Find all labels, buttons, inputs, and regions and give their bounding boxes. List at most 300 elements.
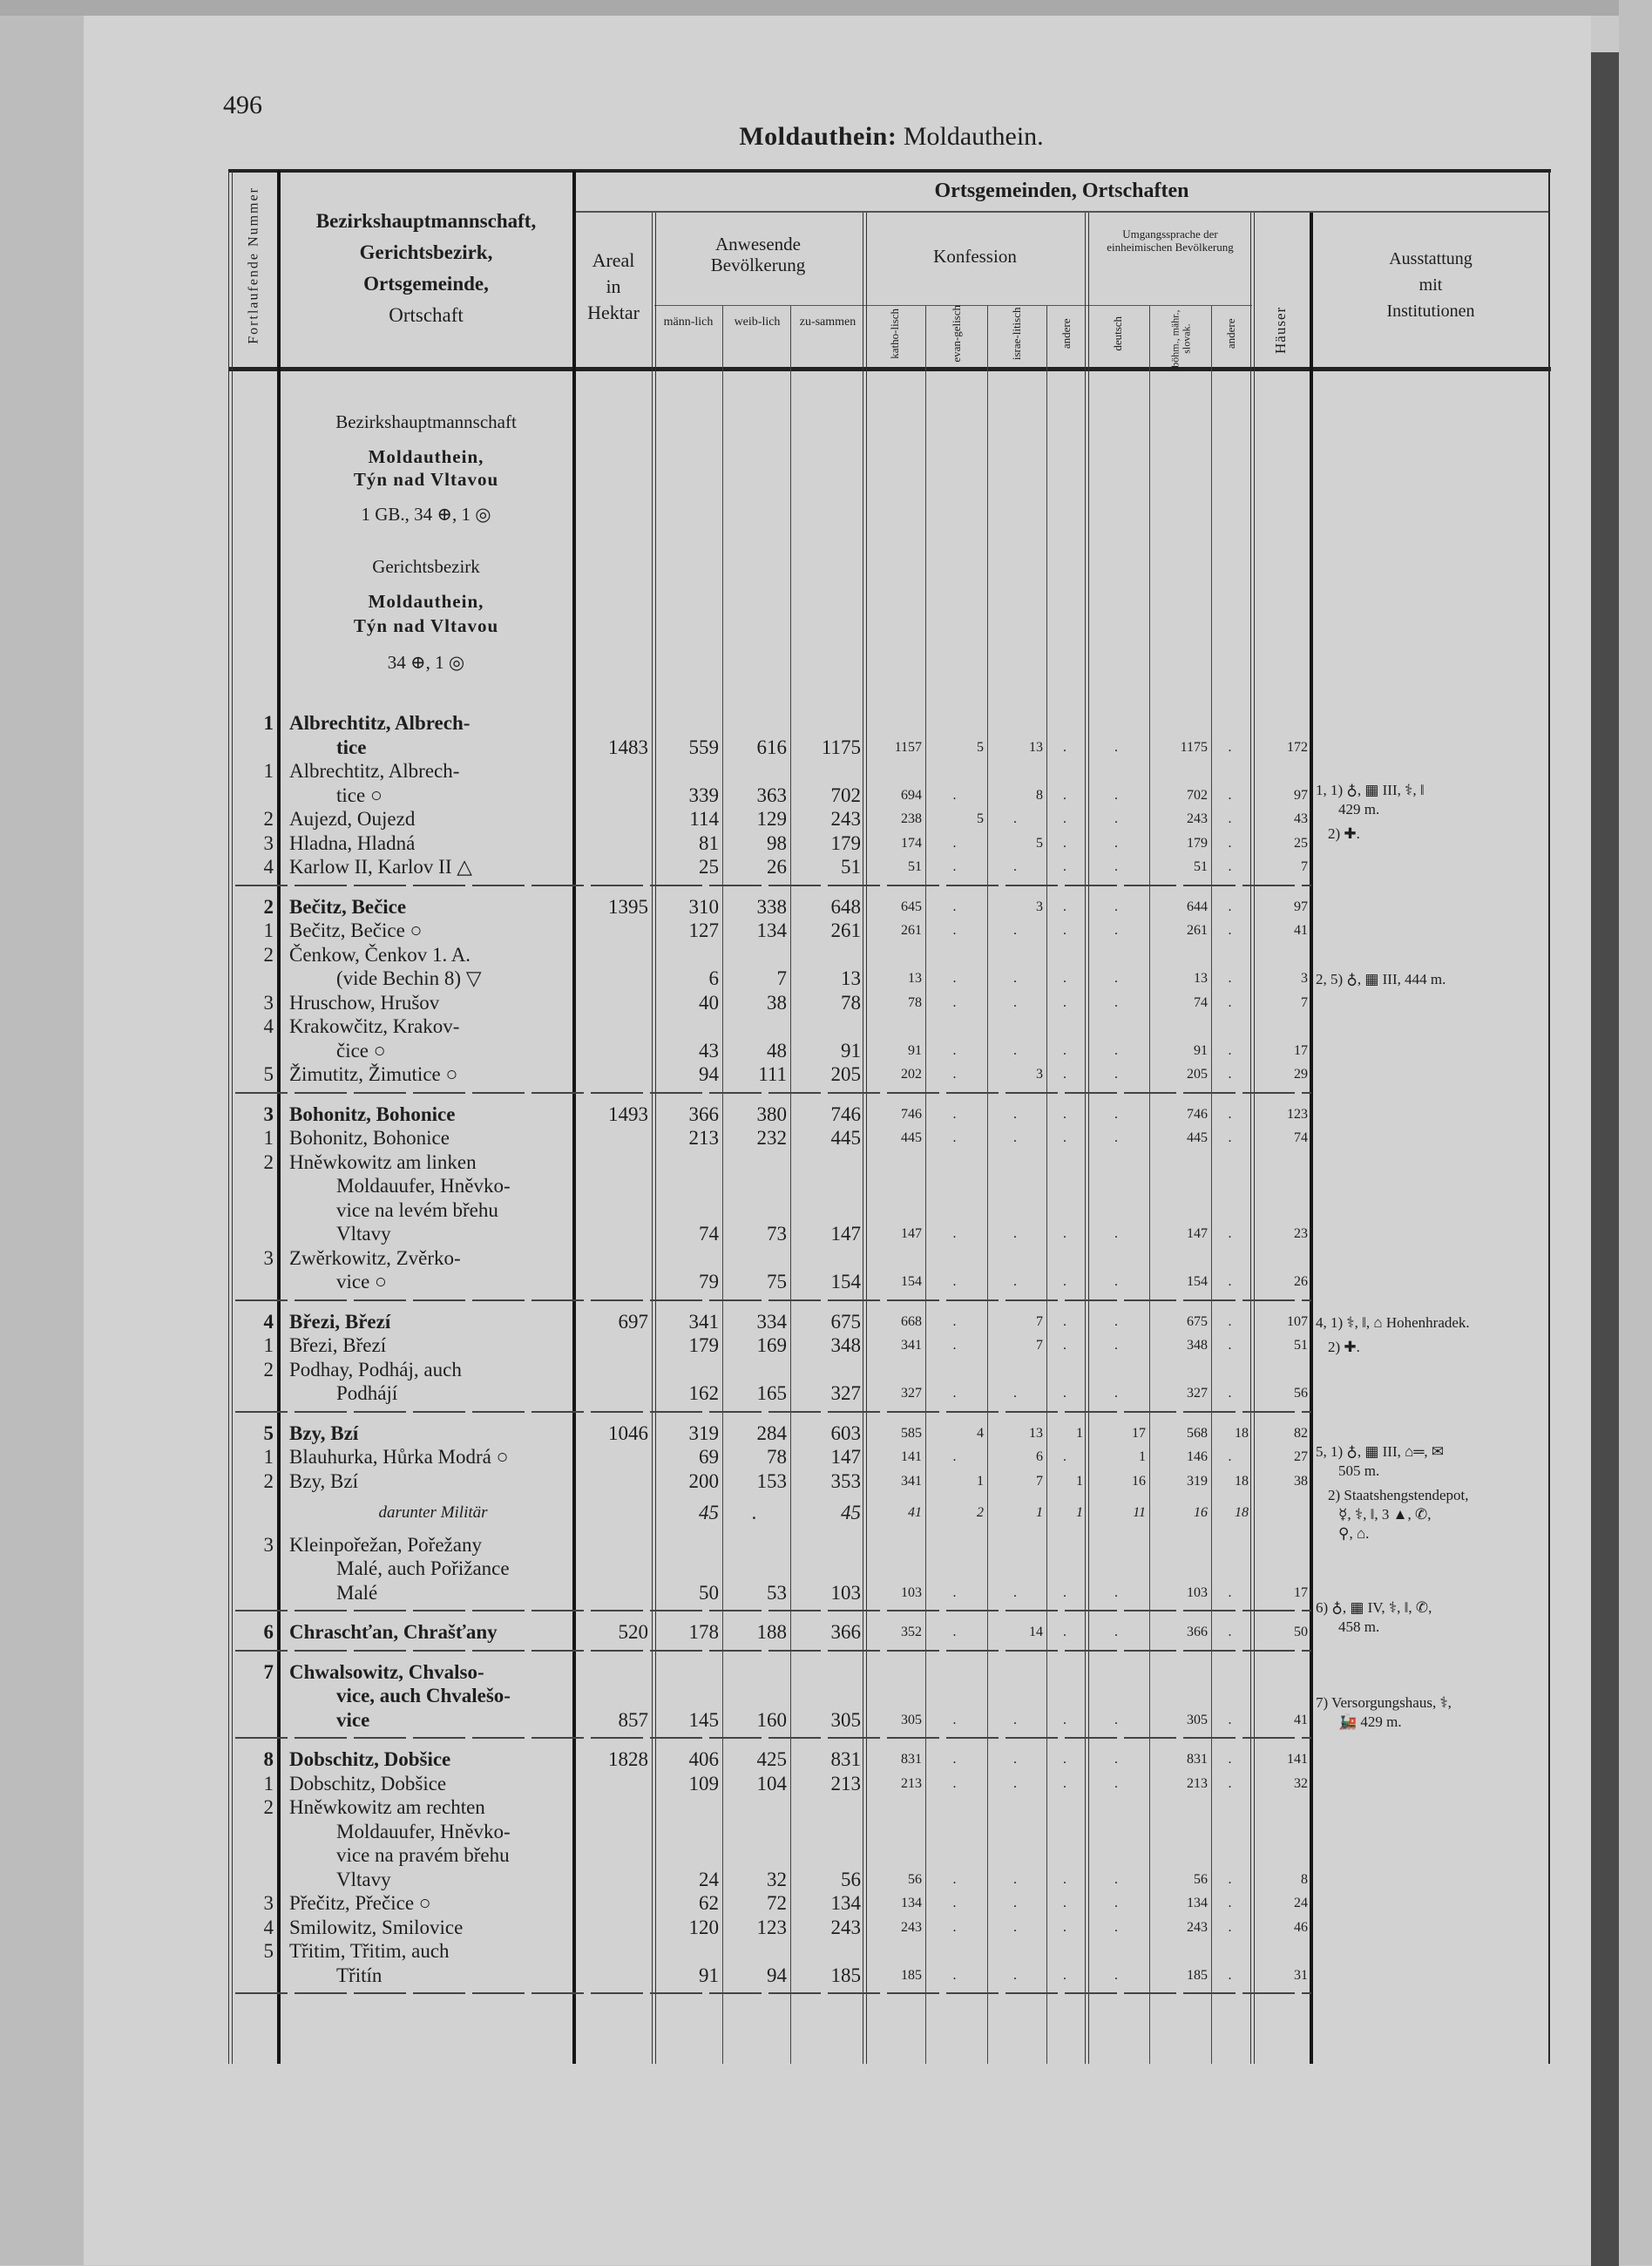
cell-female: 32 (767, 1868, 787, 1890)
cell-israelite: . (1013, 1967, 1017, 1983)
row-number: 2 (263, 1150, 274, 1173)
place-name (289, 1150, 577, 1246)
group-separator (235, 1092, 1311, 1094)
cell-german: . (1114, 1130, 1118, 1145)
cell-male: 91 (699, 1964, 719, 1986)
cell-other-confession: 1 (1076, 1425, 1083, 1441)
table-top-rule (228, 169, 1551, 173)
place-name (289, 831, 577, 856)
cell-israelite: 7 (1036, 1313, 1043, 1329)
cell-israelite: . (1013, 1386, 1017, 1401)
cell-other-confession: . (1063, 1775, 1066, 1791)
cell-czech: 831 (1187, 1752, 1208, 1767)
cell-czech: 568 (1187, 1425, 1208, 1441)
municipality-group (235, 1096, 1548, 1303)
institutions-line: 458 m. (1338, 1618, 1380, 1636)
cell-catholic: 238 (901, 811, 922, 826)
cell-male: 25 (699, 856, 719, 878)
municipality-group (235, 1740, 1548, 1996)
cell-other-language: . (1228, 994, 1232, 1010)
cell-total: 213 (830, 1772, 861, 1794)
row-number: 2 (263, 1358, 274, 1381)
cell-houses: 97 (1294, 787, 1308, 803)
cell-evangelical: . (952, 1896, 957, 1910)
place-name-line: Aujezd, Oujezd (289, 808, 416, 830)
cell-german: 17 (1132, 1425, 1146, 1441)
cell-houses: 24 (1294, 1896, 1308, 1910)
cell-total: 348 (830, 1334, 861, 1356)
cell-other-language: . (1228, 787, 1232, 803)
table-row (235, 1533, 1548, 1605)
place-name (289, 943, 577, 991)
cell-evangelical: 2 (977, 1505, 984, 1520)
cell-total: 675 (830, 1310, 861, 1333)
place-name-line: Dobschitz, Dobšice (289, 1772, 447, 1794)
header-confession: Konfession (933, 246, 1017, 267)
place-name-line: (vide Bechin 8) ▽ (336, 967, 482, 989)
cell-evangelical: 1 (977, 1473, 984, 1489)
place-name-line: Přečitz, Přečice ○ (289, 1892, 431, 1914)
place-name-line: Zwěrkowitz, Zvěrko- (289, 1246, 461, 1269)
cell-houses: 25 (1294, 835, 1308, 851)
cell-male: 69 (699, 1446, 719, 1468)
cell-total: 147 (830, 1446, 861, 1468)
place-name (289, 759, 577, 807)
cell-houses: 107 (1287, 1313, 1308, 1329)
cell-german: . (1114, 1625, 1118, 1639)
cell-total: 13 (841, 967, 861, 989)
district-name-czech: Týn nad Vltavou (353, 469, 499, 490)
place-name-line: Hladna, Hladná (289, 831, 416, 854)
cell-houses: 3 (1301, 971, 1308, 986)
cell-total: 91 (841, 1039, 861, 1062)
header-span-title: Ortsgemeinden, Ortschaften (934, 180, 1189, 202)
cell-german: . (1114, 1752, 1118, 1767)
cell-german: 1 (1139, 1449, 1146, 1464)
cell-houses: 17 (1294, 1584, 1308, 1600)
table-row (235, 711, 1548, 759)
institutions-line: 429 m. (1338, 800, 1380, 818)
place-name (289, 1333, 577, 1358)
cell-other-confession: . (1063, 1752, 1066, 1767)
page-title-bold: Moldauthein: (739, 122, 897, 151)
group-separator (235, 885, 1311, 886)
institutions-line: 5, 1) ♁, ▦ III, ⌂═, ✉ (1316, 1443, 1445, 1461)
cell-israelite: . (1013, 971, 1017, 986)
page-number: 496 (223, 91, 262, 119)
cell-catholic: 103 (901, 1584, 922, 1600)
place-name-line: Březi, Březí (289, 1334, 387, 1356)
place-name-line: Albrechtitz, Albrech- (289, 712, 471, 734)
cell-evangelical: . (952, 1967, 957, 1983)
court-district-summary: 34 ⊕, 1 ◎ (387, 652, 465, 673)
cell-houses: 172 (1287, 739, 1308, 755)
cell-total: 746 (830, 1102, 861, 1125)
cell-other-language: . (1228, 1919, 1232, 1935)
cell-german: . (1114, 1896, 1118, 1910)
cell-female: 129 (756, 808, 787, 830)
cell-female: 169 (756, 1334, 787, 1356)
place-name (289, 1445, 577, 1469)
row-number: 1 (263, 712, 274, 734)
cell-catholic: 91 (908, 1042, 922, 1058)
cell-evangelical: . (952, 899, 957, 914)
cell-evangelical: 5 (977, 811, 984, 826)
table-row (235, 1062, 1548, 1087)
cell-german: . (1114, 859, 1118, 874)
cell-female: 284 (756, 1421, 787, 1444)
cell-female: 134 (756, 919, 787, 941)
table-row (235, 1939, 1548, 1987)
cell-israelite: 3 (1036, 1067, 1043, 1082)
cell-israelite: . (1013, 1042, 1017, 1058)
place-name-line: Malé, auch Pořižance (336, 1557, 510, 1579)
cell-catholic: 585 (901, 1425, 922, 1441)
place-name-line: čice ○ (336, 1039, 386, 1062)
header-population: Anwesende Bevölkerung (710, 234, 806, 276)
cell-houses: 46 (1294, 1919, 1308, 1935)
place-name (289, 1939, 577, 1987)
municipality-group (235, 1415, 1548, 1614)
cell-other-confession: . (1063, 835, 1066, 851)
cell-male: 559 (688, 736, 719, 758)
cell-areal: 1828 (608, 1748, 648, 1770)
cell-catholic: 746 (901, 1106, 922, 1122)
cell-total: 205 (830, 1063, 861, 1085)
cell-evangelical: . (952, 1130, 957, 1145)
cell-areal: 697 (618, 1310, 648, 1333)
cell-total: 831 (830, 1748, 861, 1770)
cell-catholic: 1157 (894, 739, 922, 755)
cell-male: 120 (688, 1916, 719, 1938)
row-number: 2 (263, 895, 274, 918)
row-number: 4 (263, 1310, 274, 1333)
place-name-line: Vltavy (336, 1223, 391, 1245)
cell-other-confession: . (1063, 1274, 1066, 1289)
cell-female: 26 (767, 856, 787, 878)
row-number: 1 (263, 1127, 274, 1149)
municipality-group (235, 888, 1548, 1096)
row-number: 2 (263, 808, 274, 830)
place-name (289, 1620, 577, 1645)
cell-total: 78 (841, 991, 861, 1014)
cell-areal: 1493 (608, 1102, 648, 1125)
place-name-line: vice, auch Chvalešo- (336, 1685, 511, 1706)
cell-female: 160 (756, 1708, 787, 1731)
cell-houses: 43 (1294, 811, 1308, 826)
place-name-line: Bzy, Bzí (289, 1421, 359, 1444)
cell-other-confession: . (1063, 1625, 1066, 1639)
institutions-line: ☿, ⚕, ‖, 3 ▲, ✆, (1338, 1506, 1432, 1523)
header-areal-line: Areal (592, 249, 635, 271)
cell-catholic: 341 (901, 1338, 922, 1353)
cell-other-confession: . (1063, 994, 1066, 1010)
cell-catholic: 41 (908, 1505, 922, 1520)
cell-other-confession: . (1063, 1712, 1066, 1727)
row-number: 5 (263, 1940, 274, 1962)
place-name-line: Hruschow, Hrušov (289, 991, 440, 1014)
cell-evangelical: . (952, 923, 957, 938)
district-summary: 1 GB., 34 ⊕, 1 ◎ (361, 504, 491, 525)
cell-czech: 146 (1187, 1449, 1208, 1464)
cell-evangelical: . (952, 1106, 957, 1122)
place-name (289, 1310, 577, 1334)
row-number: 1 (263, 760, 274, 782)
cell-catholic: 213 (901, 1775, 922, 1791)
cell-czech: 16 (1194, 1505, 1208, 1520)
cell-female: 73 (767, 1223, 787, 1245)
cell-other-confession: . (1063, 859, 1066, 874)
cell-german: . (1114, 1967, 1118, 1983)
header-evangelical: evan-gelisch (950, 304, 964, 363)
cell-german: . (1114, 1106, 1118, 1122)
cell-israelite: . (1013, 1775, 1017, 1791)
cell-houses: 29 (1294, 1067, 1308, 1082)
place-name (289, 1102, 577, 1127)
cell-other-language: . (1228, 1449, 1232, 1464)
cell-evangelical: . (952, 1226, 957, 1241)
place-name (289, 855, 577, 879)
cell-total: 134 (830, 1892, 861, 1914)
table-row (235, 807, 1548, 831)
cell-czech: 702 (1187, 787, 1208, 803)
cell-other-confession: . (1063, 1449, 1066, 1464)
cell-total: 603 (830, 1421, 861, 1444)
cell-german: . (1114, 994, 1118, 1010)
header-other-confession: andere (1060, 318, 1073, 349)
cell-other-confession: . (1063, 923, 1066, 938)
cell-total: 327 (830, 1382, 861, 1404)
cell-male: 6 (708, 967, 719, 989)
place-name-line: Podhay, Podháj, auch (289, 1358, 462, 1381)
header-inst-line: mit (1418, 275, 1443, 295)
cell-other-confession: . (1063, 1919, 1066, 1935)
institutions-line: ⚲, ⌂. (1338, 1525, 1370, 1543)
cell-other-confession: . (1063, 1386, 1066, 1401)
cell-male: 40 (699, 991, 719, 1014)
cell-areal: 857 (618, 1708, 648, 1731)
header-name-column (281, 206, 572, 331)
cell-total: 185 (830, 1964, 861, 1986)
municipality-group (235, 1653, 1548, 1741)
place-name-line: Dobschitz, Dobšice (289, 1748, 451, 1770)
cell-catholic: 202 (901, 1067, 922, 1082)
scan-margin-top (0, 0, 1652, 16)
table-row (235, 991, 1548, 1015)
cell-evangelical: . (952, 1584, 957, 1600)
cell-male: 50 (699, 1581, 719, 1604)
row-number: 4 (263, 1015, 274, 1037)
cell-male: 213 (688, 1127, 719, 1149)
header-catholic: katho-lisch (888, 308, 902, 359)
cell-czech: 1175 (1180, 739, 1208, 755)
cell-evangelical: . (952, 1067, 957, 1082)
cell-israelite: 1 (1036, 1505, 1043, 1520)
row-number: 1 (263, 1772, 274, 1794)
header-male: männ-lich (663, 315, 714, 329)
header-israelite: israe-litisch (1010, 307, 1024, 361)
cell-german: . (1114, 787, 1118, 803)
table-row (235, 1747, 1548, 1772)
table-row (235, 1014, 1548, 1062)
institutions-line: 6) ♁, ▦ IV, ⚕, ‖, ✆, (1316, 1599, 1432, 1617)
cell-other-language: . (1228, 811, 1232, 826)
cell-houses: 50 (1294, 1625, 1308, 1639)
row-number: 2 (263, 1796, 274, 1818)
cell-evangelical: . (952, 1625, 957, 1639)
cell-female: 98 (767, 831, 787, 854)
municipality-group (235, 1599, 1548, 1653)
cell-other-language: . (1228, 923, 1232, 938)
group-separator (235, 1650, 1311, 1652)
cell-total: 445 (830, 1127, 861, 1149)
cell-czech: 213 (1187, 1775, 1208, 1791)
header-language: Umgangssprache der einheimischen Bevölkerung (1107, 227, 1234, 254)
cell-german: . (1114, 1871, 1118, 1887)
cell-other-language: . (1228, 739, 1232, 755)
place-name-line: Blauhurka, Hůrka Modrá ○ (289, 1446, 509, 1468)
row-number: 2 (263, 1469, 274, 1492)
institutions-line: 7) Versorgungshaus, ⚕, (1316, 1694, 1452, 1711)
institutions-line: 🚂 429 m. (1338, 1713, 1402, 1730)
place-name (289, 919, 577, 943)
district-label: Bezirkshauptmannschaft (335, 411, 517, 432)
place-name-line: Vltavy (336, 1868, 391, 1890)
cell-areal: 1046 (608, 1421, 648, 1444)
place-name-line: Chwalsowitz, Chvalso- (289, 1660, 484, 1683)
table-row (235, 1891, 1548, 1916)
cell-german: 11 (1133, 1505, 1146, 1520)
cell-czech: 243 (1187, 811, 1208, 826)
place-name-line: Malé (336, 1581, 378, 1604)
cell-other-language: . (1228, 1775, 1232, 1791)
cell-other-language: . (1228, 1896, 1232, 1910)
cell-czech: 319 (1187, 1473, 1208, 1489)
cell-czech: 305 (1187, 1712, 1208, 1727)
place-name (289, 1533, 577, 1605)
page-title (0, 122, 1652, 152)
place-name (289, 1660, 577, 1733)
place-name-line: Moldauufer, Hněvko- (336, 1175, 511, 1197)
place-name-line: Třitín (336, 1964, 383, 1986)
cell-czech: 366 (1187, 1625, 1208, 1639)
cell-total: 366 (830, 1621, 861, 1643)
cell-total: 261 (830, 919, 861, 941)
cell-czech: 445 (1187, 1130, 1208, 1145)
place-name (289, 1014, 577, 1062)
cell-male: 366 (688, 1102, 719, 1125)
cell-female: 616 (756, 736, 787, 758)
cell-total: 179 (830, 831, 861, 854)
cell-houses: 123 (1287, 1106, 1308, 1122)
place-name (289, 1795, 577, 1891)
place-name-line: Krakowčitz, Krakov- (289, 1015, 460, 1037)
place-name-line: Bohonitz, Bohonice (289, 1102, 456, 1125)
place-name-line: tice (336, 736, 367, 758)
place-name-line: vice (336, 1708, 370, 1731)
cell-german: . (1114, 1584, 1118, 1600)
municipality-group (235, 704, 1548, 888)
cell-catholic: 147 (901, 1226, 922, 1241)
cell-houses: 17 (1294, 1042, 1308, 1058)
cell-german: . (1114, 739, 1118, 755)
place-name-line: Bečitz, Bečice ○ (289, 919, 423, 941)
cell-other-confession: . (1063, 1042, 1066, 1058)
cell-israelite: 13 (1029, 1425, 1043, 1441)
cell-czech: 261 (1187, 923, 1208, 938)
place-name-line: tice ○ (336, 784, 383, 806)
cell-israelite: . (1013, 1274, 1017, 1289)
cell-evangelical: . (952, 1274, 957, 1289)
cell-evangelical: . (952, 787, 957, 803)
cell-israelite: . (1013, 859, 1017, 874)
cell-female: 38 (767, 991, 787, 1014)
cell-catholic: 694 (901, 787, 922, 803)
cell-female: 188 (756, 1621, 787, 1643)
cell-houses: 7 (1301, 994, 1308, 1010)
row-number: 7 (263, 1660, 274, 1683)
cell-german: . (1114, 1919, 1118, 1935)
cell-female: 53 (767, 1581, 787, 1604)
table-row (235, 855, 1548, 879)
cell-israelite: 6 (1036, 1449, 1043, 1464)
cell-female: 72 (767, 1892, 787, 1914)
cell-other-language: 18 (1235, 1473, 1249, 1489)
cell-catholic: 831 (901, 1752, 922, 1767)
place-name-line: vice ○ (336, 1271, 387, 1292)
cell-houses: 51 (1294, 1338, 1308, 1353)
cell-evangelical: . (952, 1449, 957, 1464)
cell-other-confession: . (1063, 1130, 1066, 1145)
cell-male: 127 (688, 919, 719, 941)
cell-houses: 38 (1294, 1473, 1308, 1489)
cell-houses: 56 (1294, 1386, 1308, 1401)
place-name-line: darunter Militär (378, 1503, 488, 1522)
header-name-line: Bezirkshauptmannschaft, (315, 210, 537, 232)
cell-female: . (752, 1502, 757, 1523)
cell-israelite: . (1013, 1896, 1017, 1910)
cell-other-language: . (1228, 835, 1232, 851)
cell-female: 78 (767, 1446, 787, 1468)
cell-israelite: 8 (1036, 787, 1043, 803)
cell-israelite: 3 (1036, 899, 1043, 914)
cell-czech: 51 (1194, 859, 1208, 874)
cell-catholic: 13 (908, 971, 922, 986)
cell-male: 145 (688, 1708, 719, 1731)
cell-evangelical: . (952, 1338, 957, 1353)
cell-other-language: . (1228, 1313, 1232, 1329)
cell-total: 51 (841, 856, 861, 878)
place-name (289, 1469, 577, 1494)
cell-female: 48 (767, 1039, 787, 1062)
place-name (289, 1772, 577, 1796)
cell-total: 1175 (821, 736, 861, 758)
cell-israelite: . (1013, 994, 1017, 1010)
cell-houses: 74 (1294, 1130, 1308, 1145)
cell-israelite: . (1013, 811, 1017, 826)
cell-catholic: 154 (901, 1274, 922, 1289)
cell-other-language: . (1228, 1625, 1232, 1639)
cell-houses: 31 (1294, 1967, 1308, 1983)
table-row (235, 1358, 1548, 1406)
cell-czech: 154 (1187, 1274, 1208, 1289)
cell-czech: 147 (1187, 1226, 1208, 1241)
place-name-line: Moldauufer, Hněvko- (336, 1820, 511, 1842)
row-number: 2 (263, 943, 274, 966)
cell-other-language: . (1228, 859, 1232, 874)
table-row (235, 831, 1548, 856)
cell-male: 62 (699, 1892, 719, 1914)
